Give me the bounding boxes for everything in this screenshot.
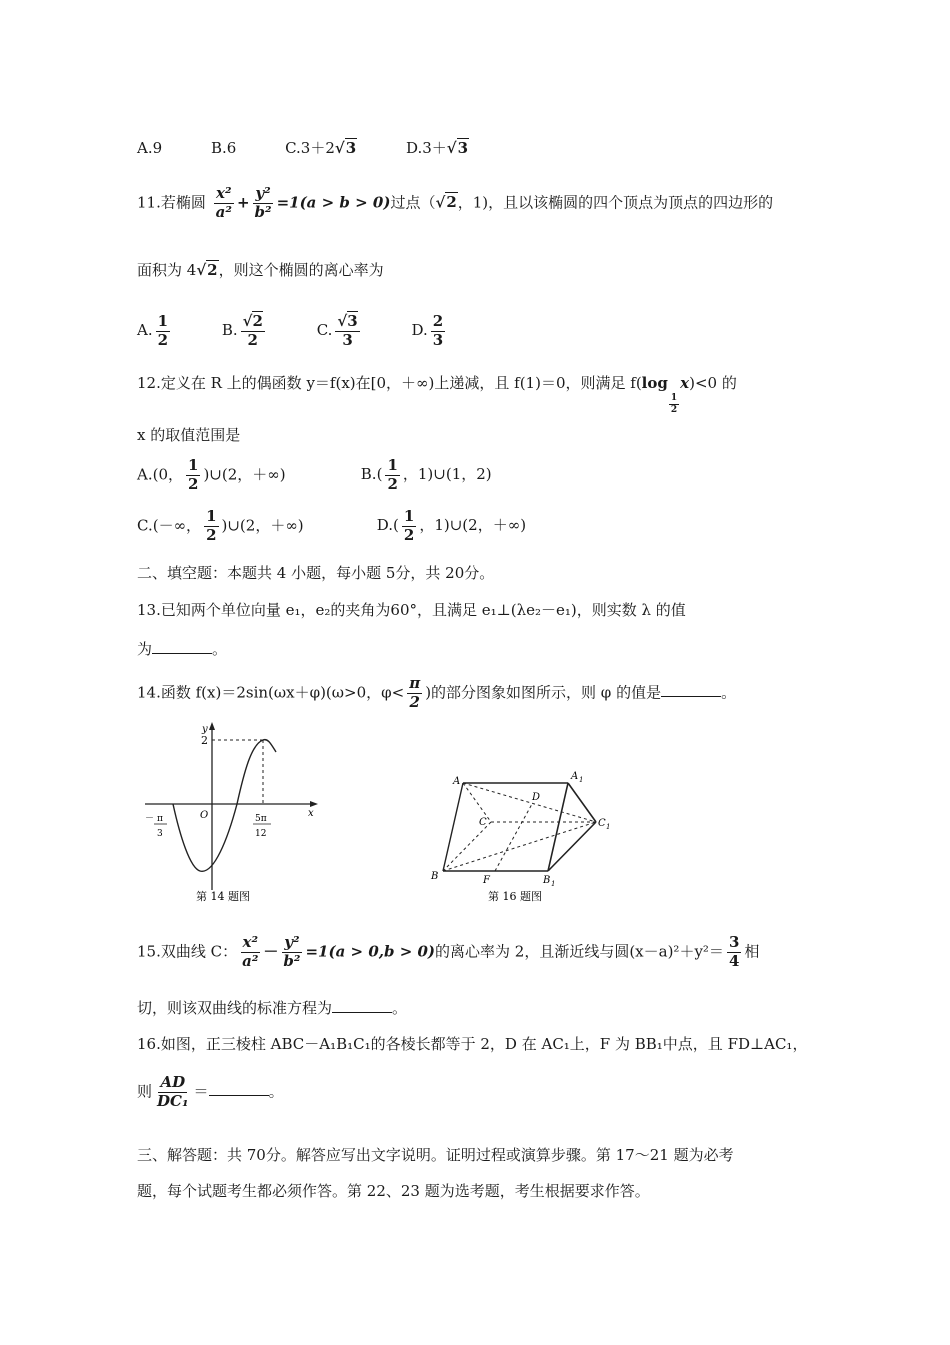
q11-option-b: B. $\frac{√2}{2}$: [221, 312, 263, 349]
q11-frac-y: $\frac{\text{y²}}{\text{b²}}$: [254, 184, 272, 221]
q10-option-b: B.6: [210, 139, 237, 157]
svg-text:1: 1: [579, 776, 584, 784]
figure-16: [428, 768, 618, 910]
q12-line2: x 的取值范围是: [137, 426, 241, 444]
q10-options: [137, 141, 469, 156]
svg-text:3: 3: [157, 829, 163, 839]
q12-line1: 12.定义在 R 上的偶函数 y＝f(x)在[0，＋∞)上递减，且 f(1)＝0，则满足 f(log $\frac{1}{2}$ x)<0 的: [137, 374, 737, 416]
q10-option-a: A.9: [137, 139, 163, 157]
fig14-y-tick: 2: [201, 734, 208, 747]
svg-text:B: B: [431, 871, 439, 882]
q13-line1: 13.已知两个单位向量 e₁，e₂的夹角为60°，且满足 e₁⊥(λe₂－e₁)，则实数 λ 的值: [137, 601, 686, 619]
q10-option-c: C.3＋2√3: [285, 139, 357, 157]
svg-text:F: F: [483, 875, 490, 886]
q11-frac-x: $\frac{\text{x²}}{\text{a²}}$: [215, 184, 232, 221]
q14-answer-blank: [661, 684, 721, 697]
fig14-y-label: y: [202, 724, 208, 735]
svg-text:A: A: [453, 776, 461, 787]
q13-answer-blank: [152, 641, 212, 654]
section-2-heading: 二、填空题：本题共 4 小题，每小题 5分，共 20分。: [137, 564, 495, 582]
q12-option-c: C.(－∞， $\frac{1}{2}$ )∪(2，＋∞): [137, 507, 304, 544]
section-3-line2: 题，每个试题考生都必须作答。第 22、23 题为选考题，考生根据要求作答。: [137, 1182, 650, 1200]
q11-option-d: D. $\frac{2}{3}$: [411, 312, 444, 349]
q15-line2: 切，则该双曲线的标准方程为 。: [137, 999, 408, 1017]
svg-text:1: 1: [606, 823, 611, 831]
q13-line2: 为 。: [137, 640, 228, 658]
svg-text:B: B: [543, 875, 551, 886]
q12-options-ab: [137, 458, 492, 493]
section-3-line1: 三、解答题：共 70分。解答应写出文字说明。证明过程或演算步骤。第 17～21 题为必考: [137, 1146, 734, 1164]
q11-line2: 面积为 4√2，则这个椭圆的离心率为: [137, 261, 384, 279]
figure-14: [140, 718, 330, 910]
q14-line: 14.函数 f(x)＝2sin(ωx＋φ)(ω>0，φ< $\frac{\pi}{2}$ )的部分图象如图所示，则 φ 的值是 。: [137, 674, 737, 711]
q11-options: [137, 314, 448, 349]
q12-option-b: B.( $\frac{1}{2}$ ，1)∪(1，2): [360, 456, 492, 493]
fig14-x-label: x: [308, 808, 314, 819]
svg-text:C: C: [598, 818, 606, 829]
q16-line1: 16.如图，正三棱柱 ABC－A₁B₁C₁的各棱长都等于 2，D 在 AC₁上，F 为 BB₁中点，且 FD⊥AC₁，: [137, 1035, 808, 1053]
q16-line2: 则 $\frac{AD}{\text{DC₁}}$ ＝ 。: [137, 1073, 284, 1110]
svg-text:－: －: [145, 814, 155, 824]
q11-option-c: C. $\frac{√3}{3}$: [316, 312, 358, 349]
q12-option-d: D.( $\frac{1}{2}$ ，1)∪(2，＋∞): [376, 507, 527, 544]
svg-text:π: π: [157, 814, 163, 824]
q12-options-cd: [137, 509, 526, 544]
svg-text:12: 12: [255, 829, 267, 839]
q11-line1: 11.若椭圆 $\frac{\text{x²}}{\text{a²}}$ + $\frac{\text{y²}}{\text{b²}}$ =1(a > b > 0)过点（√2，1)，且以该椭圆的四个顶点为顶点的四边形的: [137, 184, 774, 221]
fig14-caption: 第 14 题图: [196, 890, 250, 903]
svg-text:C: C: [479, 817, 487, 828]
q11-option-a: A. $\frac{1}{2}$: [137, 312, 169, 349]
svg-text:1: 1: [551, 880, 556, 888]
q10-option-d: D.3＋√3: [405, 139, 469, 157]
fig14-origin: O: [200, 810, 209, 821]
svg-text:D: D: [532, 792, 541, 803]
q15-answer-blank: [332, 1000, 392, 1013]
q12-option-a: A.(0， $\frac{1}{2}$ )∪(2，＋∞): [137, 456, 286, 493]
fig16-caption: 第 16 题图: [488, 890, 542, 903]
svg-text:5π: 5π: [255, 814, 267, 824]
q16-answer-blank: [209, 1083, 269, 1096]
svg-text:A: A: [571, 771, 579, 782]
q15-line1: 15.双曲线 C： $\frac{\text{x²}}{\text{a²}}$ － $\frac{\text{y²}}{\text{b²}}$ =1(a > 0,b > 0)的离心率为 2，且渐近线与圆(x－a)²＋y²＝ $\frac{3}{4}$ 相: [137, 933, 760, 970]
